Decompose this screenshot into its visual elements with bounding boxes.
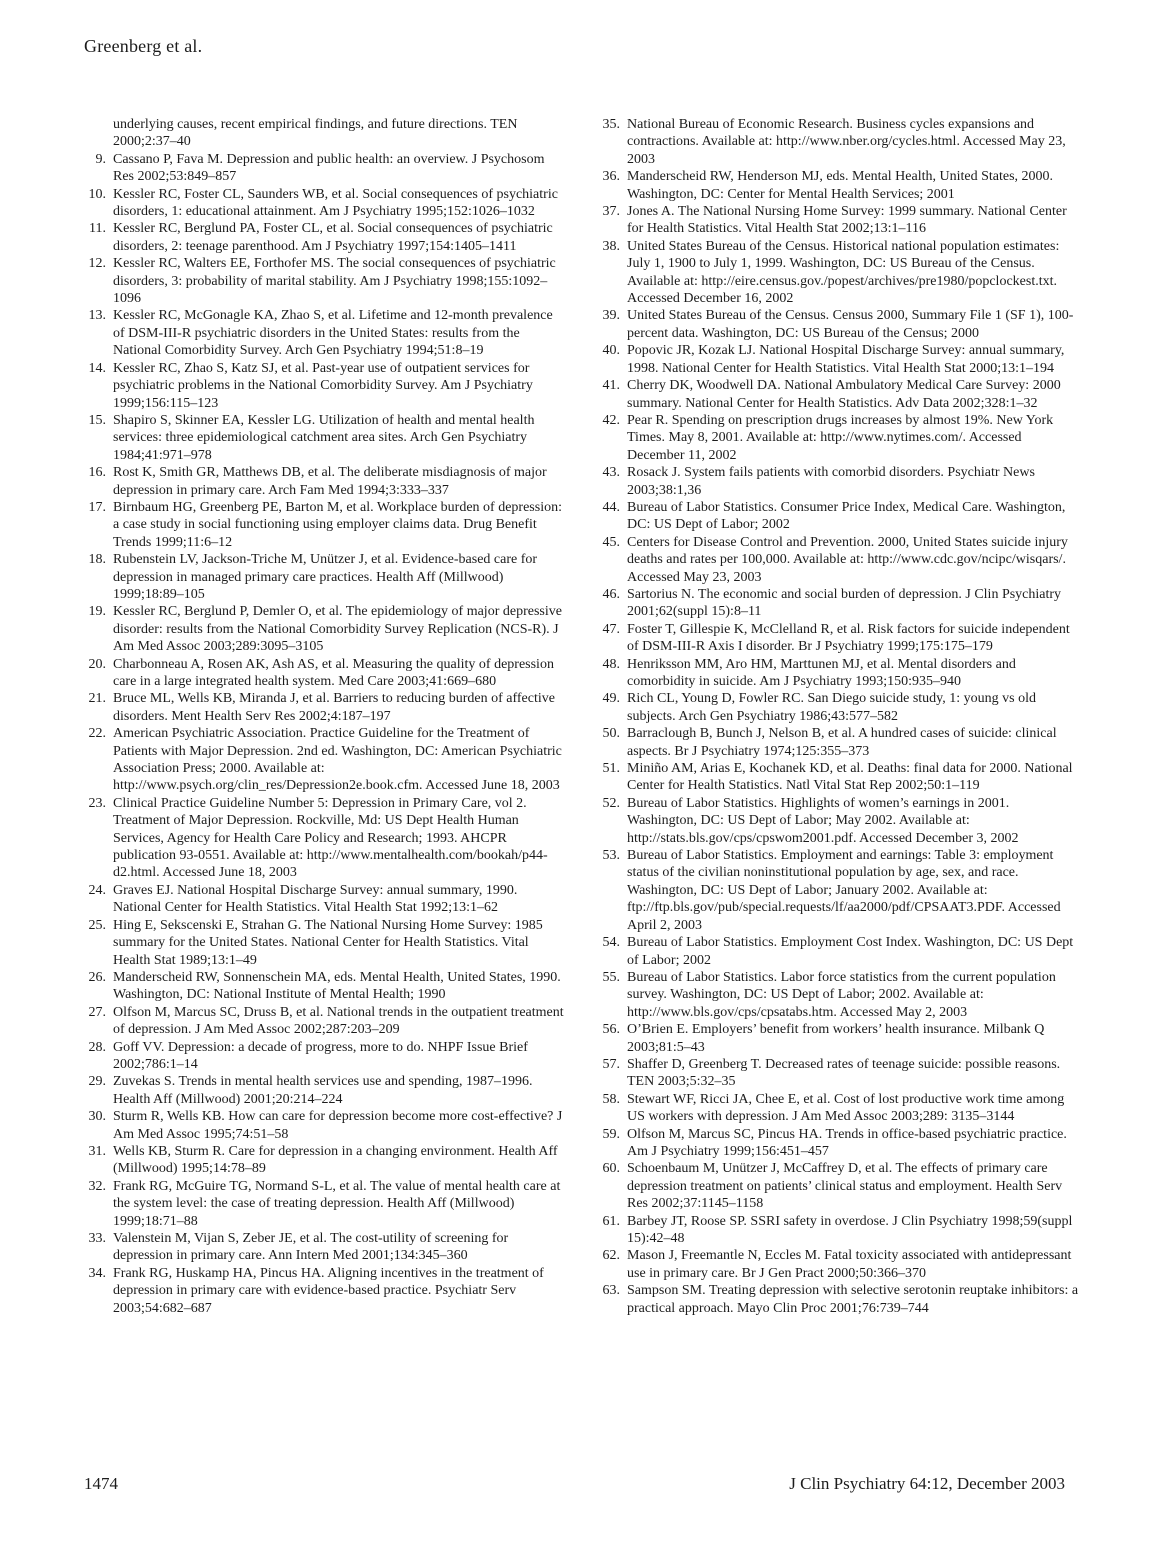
reference-number: 17.: [88, 499, 106, 515]
reference-text: Miniño AM, Arias E, Kochanek KD, et al. Deaths: final data for 2000. National Center for Health Statistics. Natl Vital Stat Rep 2002;50:1–119: [627, 761, 1073, 794]
reference-text: Goff VV. Depression: a decade of progress, more to do. NHPF Issue Brief 2002;786:1–14: [113, 1039, 528, 1072]
reference-text: Sartorius N. The economic and social burden of depression. J Clin Psychiatry 2001;62(suppl 15):8–11: [627, 586, 1062, 620]
reference-text: Bureau of Labor Statistics. Employment and earnings: Table 3: employment status of the civilian noninstitutional population by age, sex, and race. Washington, DC: US Dept of Labor; January 2002. Available at: ftp://ftp.bls.gov/pub/special.requests/lf/aa2000/pdf/CPSAAT3.PDF. Accessed April 2, 2003: [627, 848, 1061, 933]
reference-text: Jones A. The National Nursing Home Survey: 1999 summary. National Center for Health Statistics. Vital Health Stat 2002;13:1–116: [627, 204, 1067, 237]
reference-number: 54.: [602, 935, 620, 951]
reference-number: 44.: [602, 499, 620, 515]
reference-text: National Bureau of Economic Research. Business cycles expansions and contractions. Available at: http://www.nber.org/cycles.html. Accessed May 23, 2003: [627, 117, 1066, 167]
reference-text: United States Bureau of the Census. Census 2000, Summary File 1 (SF 1), 100-percent data. Washington, DC: US Bureau of the Census; 2000: [627, 308, 1074, 341]
reference-text: Frank RG, McGuire TG, Normand S-L, et al. The value of mental health care at the system level: the case of treating depression. Health Aff (Millwood) 1999;18:71–88: [113, 1178, 561, 1229]
reference-text: Sampson SM. Treating depression with selective serotonin reuptake inhibitors: a practical approach. Mayo Clin Proc 2001;76:739–744: [627, 1283, 1079, 1316]
reference-item: [598, 534, 1081, 586]
reference-number: 29.: [88, 1074, 106, 1090]
reference-item: [84, 882, 565, 917]
reference-item: [598, 238, 1081, 308]
reference-item: [84, 1039, 565, 1074]
reference-text: Kessler RC, McGonagle KA, Zhao S, et al. Lifetime and 12-month prevalence of DSM-III-R psychiatric disorders in the United States: results from the National Comorbidity Survey. Arch Gen Psychiatry 1994;51:8–19: [113, 308, 553, 359]
reference-number: 19.: [88, 604, 106, 620]
reference-item: [598, 1091, 1081, 1126]
reference-item: [598, 1247, 1081, 1282]
reference-number: 55.: [602, 969, 620, 985]
reference-item: [84, 116, 565, 151]
reference-item: [84, 917, 565, 969]
reference-item: [598, 1282, 1081, 1317]
reference-item: [84, 969, 565, 1004]
reference-text: Pear R. Spending on prescription drugs increases by almost 19%. New York Times. May 8, 2001. Available at: http://www.nytimes.com/. Accessed December 11, 2002: [627, 412, 1054, 463]
reference-item: [598, 1213, 1081, 1248]
reference-item: [598, 307, 1081, 342]
reference-item: [598, 116, 1081, 168]
reference-number: 27.: [88, 1004, 106, 1020]
reference-item: [598, 168, 1081, 203]
reference-text: Shapiro S, Skinner EA, Kessler LG. Utilization of health and mental health services: three epidemiological catchment area sites. Arch Gen Psychiatry 1984;41:971–978: [113, 412, 535, 463]
reference-item: [84, 795, 565, 882]
reference-item: [598, 1056, 1081, 1091]
reference-text: O’Brien E. Employers’ benefit from workers’ health insurance. Milbank Q 2003;81:5–43: [627, 1022, 1045, 1055]
reference-text: Barbey JT, Roose SP. SSRI safety in overdose. J Clin Psychiatry 1998;59(suppl 15):42–48: [627, 1213, 1073, 1246]
reference-number: 23.: [88, 795, 106, 811]
reference-text: Olfson M, Marcus SC, Druss B, et al. National trends in the outpatient treatment of depression. J Am Med Assoc 2002;287:203–209: [113, 1004, 564, 1038]
reference-item: [598, 412, 1081, 464]
reference-item: [84, 1073, 565, 1108]
reference-text: American Psychiatric Association. Practice Guideline for the Treatment of Patients with Major Depression. 2nd ed. Washington, DC: American Psychiatric Association Press; 2000. Available at: http://www.psych.org/clin_res/Depression2e.book.cfm. Accessed June 18, 2003: [113, 726, 562, 794]
reference-number: 35.: [602, 117, 620, 132]
reference-item: [84, 255, 565, 307]
reference-number: 33.: [88, 1231, 106, 1246]
reference-text: Foster T, Gillespie K, McClelland R, et al. Risk factors for suicide independent of DSM-III-R Axis I disorder. Br J Psychiatry 1999;175:175–179: [627, 621, 1070, 655]
reference-item: [84, 151, 565, 186]
reference-item: [598, 969, 1081, 1021]
reference-item: [598, 1160, 1081, 1212]
reference-number: 57.: [602, 1056, 620, 1072]
reference-text: Henriksson MM, Aro HM, Marttunen MJ, et al. Mental disorders and comorbidity in suicide. Am J Psychiatry 1993;150:935–940: [627, 656, 1016, 689]
reference-number: 59.: [602, 1126, 620, 1142]
reference-number: 13.: [88, 308, 106, 324]
reference-number: 41.: [602, 378, 620, 394]
running-head: Greenberg et al.: [84, 36, 203, 56]
reference-number: 26.: [88, 969, 106, 985]
reference-text: Sturm R, Wells KB. How can care for depression become more cost-effective? J Am Med Assoc 1995;74:51–58: [113, 1109, 563, 1142]
reference-item: [84, 603, 565, 655]
reference-text: Hing E, Sekscenski E, Strahan G. The National Nursing Home Survey: 1985 summary for the United States. National Center for Health Statistics. Vital Health Stat 1989;13:1–49: [113, 917, 543, 968]
reference-number: 21.: [88, 691, 106, 707]
reference-number: 22.: [88, 726, 106, 742]
reference-text: Manderscheid RW, Henderson MJ, eds. Mental Health, United States, 2000. Washington, DC: Center for Mental Health Services; 2001: [627, 169, 1054, 202]
reference-text: Bureau of Labor Statistics. Highlights of women’s earnings in 2001. Washington, DC: US Dept of Labor; May 2002. Available at: http://stats.bls.gov/cps/cpswom2001.pdf. Accessed December 3, 2002: [627, 795, 1019, 846]
reference-text: Kessler RC, Berglund P, Demler O, et al. The epidemiology of major depressive disorder: results from the National Comorbidity Survey Replication (NCS-R). J Am Med Assoc 2003;289:3095–3105: [113, 604, 562, 655]
reference-number: 42.: [602, 412, 620, 428]
reference-list-left-column: [84, 116, 565, 1317]
reference-item: [84, 551, 565, 603]
reference-text: Valenstein M, Vijan S, Zeber JE, et al. The cost-utility of screening for depression in primary care. Ann Intern Med 2001;134:345–360: [113, 1231, 509, 1264]
reference-number: 37.: [602, 204, 620, 220]
reference-number: 15.: [88, 412, 106, 428]
reference-text: Mason J, Freemantle N, Eccles M. Fatal toxicity associated with antidepressant use in primary care. Br J Gen Pract 2000;50:366–370: [627, 1248, 1072, 1281]
reference-text: United States Bureau of the Census. Historical national population estimates: July 1, 1900 to July 1, 1999. Washington, DC: US Bureau of the Census. Available at: http://eire.census.gov./popest/archives/pre1980/popclockest.txt. Accessed December 16, 2002: [627, 238, 1060, 307]
reference-item: [84, 656, 565, 691]
reference-item: [84, 1108, 565, 1143]
reference-text: Popovic JR, Kozak LJ. National Hospital Discharge Survey: annual summary, 1998. National Center for Health Statistics. Vital Health Stat 2000;13:1–194: [627, 343, 1065, 376]
reference-item: [598, 586, 1081, 621]
reference-text: Clinical Practice Guideline Number 5: Depression in Primary Care, vol 2. Treatment of Major Depression. Rockville, Md: US Dept Health Human Services, Agency for Health Care Policy and Research; 1993. AHCPR publication 93-0551. Available at: http://www.mentalhealth.com/bookah/p44-d2.html. Accessed June 18, 2003: [113, 795, 548, 881]
reference-text: Kessler RC, Berglund PA, Foster CL, et al. Social consequences of psychiatric disorders, 2: teenage parenthood. Am J Psychiatry 1997;154:1405–1411: [113, 221, 553, 254]
reference-number: 30.: [88, 1109, 106, 1125]
reference-text: Graves EJ. National Hospital Discharge Survey: annual summary, 1990. National Center for Health Statistics. Vital Health Stat 1992;13:1–62: [113, 882, 518, 916]
reference-item: [598, 377, 1081, 412]
reference-number: 40.: [602, 343, 620, 359]
reference-number: 20.: [88, 656, 106, 672]
reference-item: [84, 690, 565, 725]
reference-item: [84, 1004, 565, 1039]
reference-item: [84, 220, 565, 255]
reference-text: Manderscheid RW, Sonnenschein MA, eds. Mental Health, United States, 1990. Washington, DC: National Institute of Mental Health; 1990: [113, 969, 561, 1003]
reference-item: [598, 690, 1081, 725]
reference-number: 24.: [88, 882, 106, 898]
reference-number: 50.: [602, 726, 620, 742]
reference-item: [598, 795, 1081, 847]
reference-item: [598, 203, 1081, 238]
reference-number: 62.: [602, 1248, 620, 1264]
reference-text: Schoenbaum M, Unützer J, McCaffrey D, et al. The effects of primary care depression treatment on patients’ clinical status and employment. Health Serv Res 2002;37:1145–1158: [627, 1161, 1063, 1212]
reference-number: 45.: [602, 534, 620, 550]
reference-text: Shaffer D, Greenberg T. Decreased rates of teenage suicide: possible reasons. TEN 2003;5:32–35: [627, 1056, 1061, 1090]
reference-item: [84, 499, 565, 551]
reference-item: [84, 307, 565, 359]
reference-item: [598, 725, 1081, 760]
reference-text: Centers for Disease Control and Prevention. 2000, United States suicide injury deaths and rates per 100,000. Available at: http://www.cdc.gov/ncipc/wisqars/. Accessed May 23, 2003: [627, 534, 1068, 585]
reference-number: 61.: [602, 1213, 620, 1229]
reference-number: 46.: [602, 586, 620, 602]
reference-item: [84, 725, 565, 795]
reference-number: 60.: [602, 1161, 620, 1177]
reference-text: Wells KB, Sturm R. Care for depression in a changing environment. Health Aff (Millwood) 1995;14:78–89: [113, 1143, 558, 1177]
reference-text: Zuvekas S. Trends in mental health services use and spending, 1987–1996. Health Aff (Millwood) 2001;20:214–224: [113, 1074, 533, 1107]
reference-number: 31.: [88, 1143, 106, 1159]
reference-number: 51.: [602, 761, 620, 777]
reference-item: [84, 1265, 565, 1317]
reference-text: Bureau of Labor Statistics. Employment Cost Index. Washington, DC: US Dept of Labor; 2002: [627, 935, 1074, 968]
page-number: 1474: [84, 1474, 118, 1493]
reference-item: [598, 1126, 1081, 1161]
reference-number: 18.: [88, 552, 106, 568]
reference-number: 12.: [88, 256, 106, 272]
reference-number: 53.: [602, 848, 620, 864]
reference-text: Stewart WF, Ricci JA, Chee E, et al. Cost of lost productive work time among US workers with depression. J Am Med Assoc 2003;289: 3135–3144: [627, 1091, 1065, 1125]
reference-number: 49.: [602, 691, 620, 707]
reference-number: 14.: [88, 360, 106, 376]
reference-item: [84, 1178, 565, 1230]
reference-item: [598, 342, 1081, 377]
reference-item: [84, 1143, 565, 1178]
reference-number: 28.: [88, 1039, 106, 1055]
reference-item: [598, 760, 1081, 795]
reference-text: Kessler RC, Zhao S, Katz SJ, et al. Past-year use of outpatient services for psychiatric problems in the National Comorbidity Survey. Am J Psychiatry 1999;156:115–123: [113, 360, 533, 411]
reference-text: Barraclough B, Bunch J, Nelson B, et al. A hundred cases of suicide: clinical aspects. Br J Psychiatry 1974;125:355–373: [627, 726, 1057, 759]
reference-item: [84, 412, 565, 464]
reference-text: underlying causes, recent empirical findings, and future directions. TEN 2000;2:37–40: [113, 117, 518, 150]
reference-text: Kessler RC, Foster CL, Saunders WB, et al. Social consequences of psychiatric disorders, 1: educational attainment. Am J Psychiatry 1995;152:1026–1032: [113, 186, 558, 220]
reference-text: Charbonneau A, Rosen AK, Ash AS, et al. Measuring the quality of depression care in a large integrated health system. Med Care 2003;41:669–680: [113, 656, 554, 689]
reference-item: [598, 934, 1081, 969]
reference-item: [84, 360, 565, 412]
reference-number: 34.: [88, 1265, 106, 1281]
reference-item: [598, 621, 1081, 656]
reference-text: Bruce ML, Wells KB, Miranda J, et al. Barriers to reducing burden of affective disorders. Ment Health Serv Res 2002;4:187–197: [113, 691, 555, 724]
reference-number: 9.: [95, 151, 106, 167]
reference-number: 48.: [602, 656, 620, 672]
reference-number: 16.: [88, 465, 106, 481]
reference-item: [598, 464, 1081, 499]
journal-citation-footer: J Clin Psychiatry 64:12, December 2003: [789, 1474, 1065, 1493]
reference-text: Cassano P, Fava M. Depression and public health: an overview. J Psychosom Res 2002;53:849–857: [113, 151, 545, 185]
reference-text: Cherry DK, Woodwell DA. National Ambulatory Medical Care Survey: 2000 summary. National Center for Health Statistics. Adv Data 2002;328:1–32: [627, 378, 1061, 411]
reference-number: 52.: [602, 795, 620, 811]
reference-item: [84, 1230, 565, 1265]
reference-number: 43.: [602, 465, 620, 481]
reference-text: Frank RG, Huskamp HA, Pincus HA. Aligning incentives in the treatment of depression in primary care with evidence-based practice. Psychiatr Serv 2003;54:682–687: [113, 1265, 544, 1316]
reference-text: Bureau of Labor Statistics. Consumer Price Index, Medical Care. Washington, DC: US Dept of Labor; 2002: [627, 499, 1066, 533]
reference-text: Rubenstein LV, Jackson-Triche M, Unützer J, et al. Evidence-based care for depression in managed primary care practices. Health Aff (Millwood) 1999;18:89–105: [113, 552, 538, 602]
reference-item: [84, 464, 565, 499]
reference-item: [598, 499, 1081, 534]
reference-number: 38.: [602, 238, 620, 254]
reference-text: Rich CL, Young D, Fowler RC. San Diego suicide study, 1: young vs old subjects. Arch Gen Psychiatry 1986;43:577–582: [627, 691, 1036, 724]
reference-text: Kessler RC, Walters EE, Forthofer MS. The social consequences of psychiatric disorders, 3: probability of marital stability. Am J Psychiatry 1998;155:1092–1096: [113, 256, 556, 307]
reference-text: Rost K, Smith GR, Matthews DB, et al. The deliberate misdiagnosis of major depression in primary care. Arch Fam Med 1994;3:333–337: [113, 465, 547, 498]
reference-number: 58.: [602, 1091, 620, 1107]
reference-item: [598, 656, 1081, 691]
reference-text: Birnbaum HG, Greenberg PE, Barton M, et al. Workplace burden of depression: a case study in social functioning using employer claims data. Drug Benefit Trends 1999;11:6–12: [113, 499, 562, 550]
reference-text: Olfson M, Marcus SC, Pincus HA. Trends in office-based psychiatric practice. Am J Psychiatry 1999;156:451–457: [627, 1126, 1067, 1159]
reference-text: Bureau of Labor Statistics. Labor force statistics from the current population survey. Washington, DC: US Dept of Labor; 2002. Available at: http://www.bls.gov/cps/cpsatabs.htm. Accessed May 2, 2003: [627, 969, 1056, 1020]
reference-number: 39.: [602, 308, 620, 324]
reference-number: 56.: [602, 1022, 620, 1038]
reference-number: 25.: [88, 917, 106, 933]
reference-item: [598, 1021, 1081, 1056]
reference-text: Rosack J. System fails patients with comorbid disorders. Psychiatr News 2003;38:1,36: [627, 465, 1035, 498]
reference-item: [598, 847, 1081, 934]
reference-item: [84, 186, 565, 221]
reference-number: 10.: [88, 186, 106, 202]
reference-number: 63.: [602, 1283, 620, 1299]
reference-number: 47.: [602, 621, 620, 637]
reference-number: 11.: [89, 221, 106, 237]
reference-list-right-column: [598, 116, 1081, 1317]
reference-number: 36.: [602, 169, 620, 185]
reference-number: 32.: [88, 1178, 106, 1194]
